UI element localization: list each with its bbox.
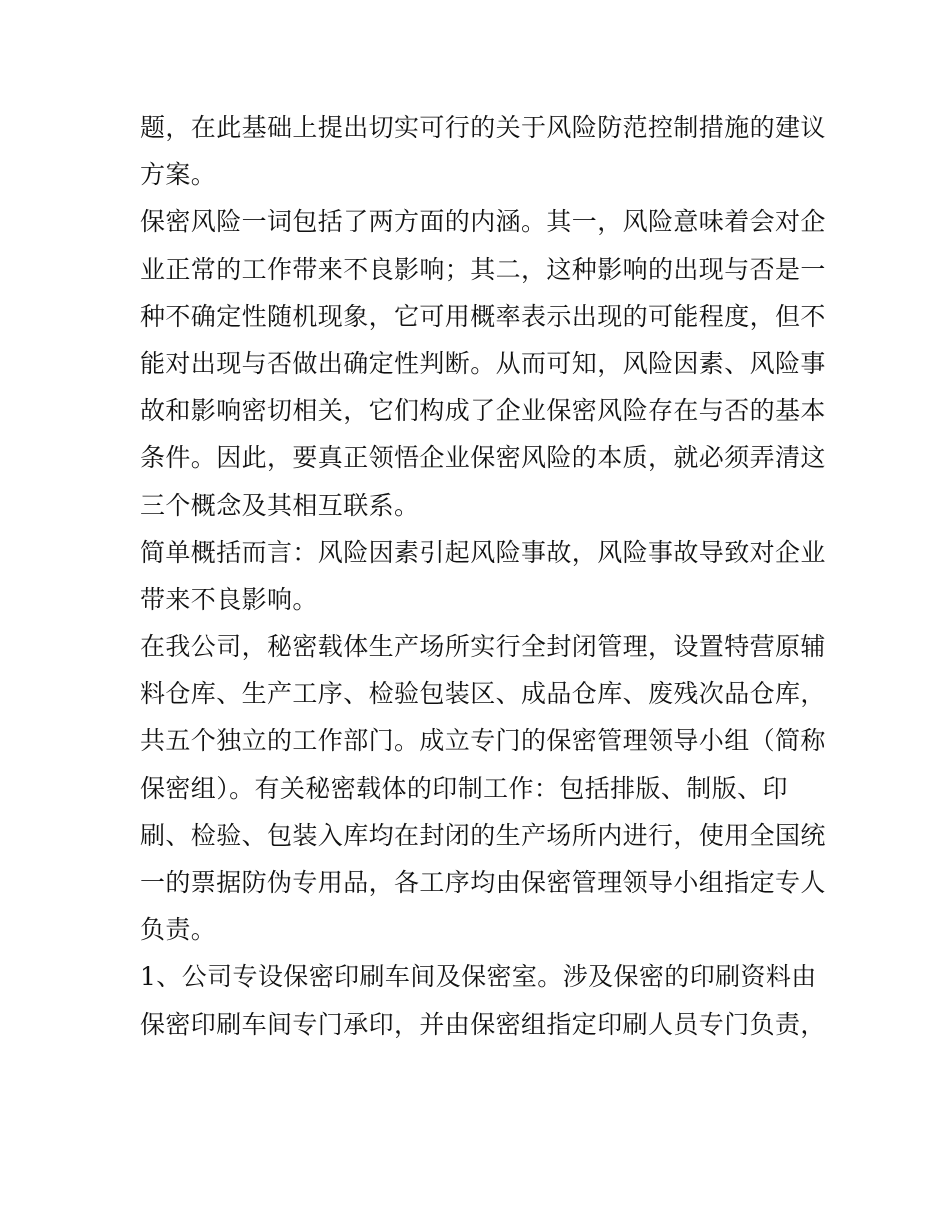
text-line: 料仓库、生产工序、检验包装区、成品仓库、废残次品仓库， [140, 679, 826, 709]
text-line: 保密印刷车间专门承印，并由保密组指定印刷人员专门负责， [140, 1009, 826, 1039]
text-line: 业正常的工作带来不良影响；其二，这种影响的出现与否是一 [140, 254, 826, 284]
text-line: 在我公司，秘密载体生产场所实行全封闭管理，设置特营原辅 [140, 632, 826, 662]
text-line: 三个概念及其相互联系。 [140, 490, 420, 520]
text-line: 种不确定性随机现象，它可用概率表示出现的可能程度，但不 [140, 301, 826, 331]
text-line: 简单概括而言：风险因素引起风险事故，风险事故导致对企业 [140, 537, 826, 567]
text-line: 故和影响密切相关，它们构成了企业保密风险存在与否的基本 [140, 396, 826, 426]
text-line: 带来不良影响。 [140, 584, 318, 614]
text-line: 方案。 [140, 160, 217, 190]
text-line: 共五个独立的工作部门。成立专门的保密管理领导小组（简称 [140, 726, 826, 756]
text-line: 保密风险一词包括了两方面的内涵。其一，风险意味着会对企 [140, 207, 826, 237]
text-line: 负责。 [140, 915, 217, 945]
document-body [140, 104, 826, 1048]
text-line: 保密组）。有关秘密载体的印制工作：包括排版、制版、印 [140, 773, 788, 803]
text-line: 一的票据防伪专用品，各工序均由保密管理领导小组指定专人 [140, 868, 826, 897]
text-line: 能对出现与否做出确定性判断。从而可知，风险因素、风险事 [140, 348, 826, 378]
text-line: 1、公司专设保密印刷车间及保密室。涉及保密的印刷资料由 [140, 962, 817, 992]
text-line: 条件。因此，要真正领悟企业保密风险的本质，就必须弄清这 [140, 443, 826, 473]
text-line: 刷、检验、包装入库均在封闭的生产场所内进行，使用全国统 [140, 820, 826, 850]
text-line: 题，在此基础上提出切实可行的关于风险防范控制措施的建议 [140, 113, 826, 142]
